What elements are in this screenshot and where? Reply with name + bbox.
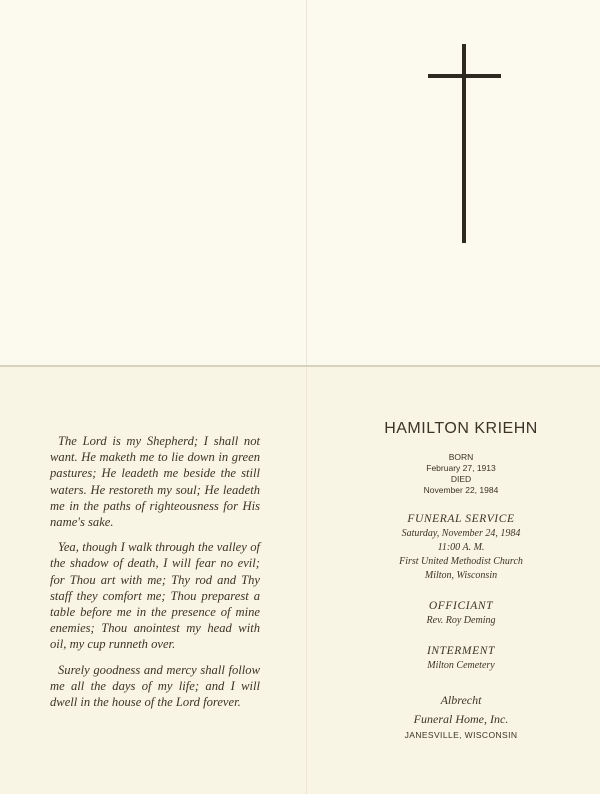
born-label: BORN [448, 452, 474, 462]
memorial-details [366, 420, 556, 741]
born-date: February 27, 1913 [426, 463, 496, 473]
interment-place: Milton Cemetery [427, 660, 495, 671]
psalm-paragraph-3: Surely goodness and mercy shall follow me all the days of my life; and I will dwell in the house of the Lord forever. [50, 662, 260, 710]
officiant-name: Rev. Roy Deming [426, 615, 496, 626]
service-time: 11:00 A. M. [437, 542, 485, 553]
psalm-paragraph-1: The Lord is my Shepherd; I shall not want. He maketh me to lie down in green pastures; He leadeth me beside the still waters. He restoreth my soul; He leadeth me in the paths of righteousness for His name's sake. [50, 434, 260, 530]
funeral-service-heading: FUNERAL SERVICE [407, 513, 515, 525]
vertical-fold-line [306, 0, 307, 794]
deceased-name: HAMILTON KRIEHN [384, 420, 538, 437]
cross-horizontal-bar [428, 74, 501, 78]
funeral-home-name: Albrecht [440, 693, 482, 707]
psalm-paragraph-2: Yea, though I walk through the valley of the shadow of death, I will fear no evil; for Thou art with me; Thy rod and Thy staff they comfort me; Thou preparest a table before me in the presence of mine enemies; Thou anointest my head with oil, my cup runneth over. [50, 540, 260, 652]
funeral-home-city: JANESVILLE, WISCONSIN [404, 730, 518, 740]
died-date: November 22, 1984 [423, 485, 499, 495]
officiant-heading: OFFICIANT [428, 600, 494, 612]
interment-heading: INTERMENT [426, 645, 495, 657]
service-church: First United Methodist Church [399, 556, 523, 567]
service-location: Milton, Wisconsin [424, 570, 498, 581]
died-label: DIED [450, 474, 472, 484]
horizontal-fold-line [0, 365, 600, 367]
card-front-panel [0, 0, 600, 366]
service-date: Saturday, November 24, 1984 [401, 528, 521, 539]
funeral-home-subtitle: Funeral Home, Inc. [413, 712, 509, 726]
psalm-text [50, 433, 260, 719]
